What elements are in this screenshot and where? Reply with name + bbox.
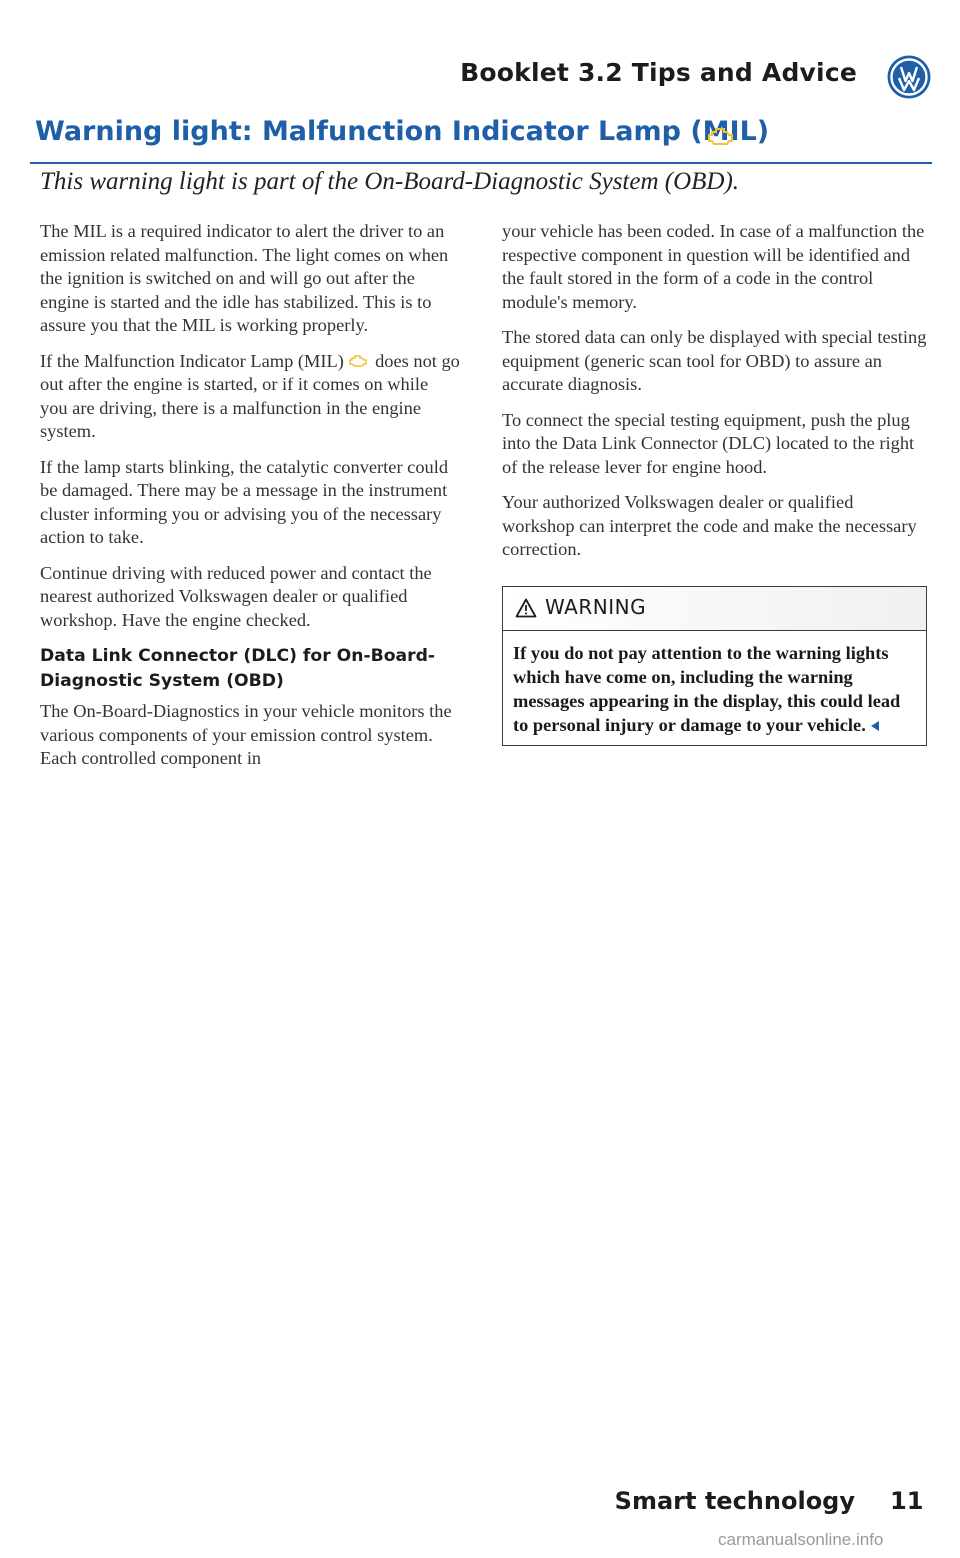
booklet-title: Booklet 3.2 Tips and Advice <box>460 58 857 87</box>
subheading-dlc: Data Link Connector (DLC) for On-Board-Diagnostic System (OBD) <box>40 646 436 691</box>
end-of-section-icon <box>870 720 880 732</box>
warning-header <box>503 587 926 631</box>
paragraph: The MIL is a required indicator to alert the driver to an emission related malfunction. The light comes on when the ignition is switched on and will go out after the engine is started and the idle has stabilized. This is to assure you that the MIL is working properly. <box>40 221 449 335</box>
warning-triangle-icon <box>515 598 537 618</box>
intro-text: This warning light is part of the On-Board-Diagnostic System (OBD). <box>40 168 740 195</box>
section-title: Warning light: Malfunction Indicator Lamp (MIL) <box>35 116 770 147</box>
paragraph: The On-Board-Diagnostics in your vehicle monitors the various components of your emission control system. Each controlled component in <box>40 701 452 768</box>
title-divider <box>30 162 932 164</box>
engine-check-icon <box>706 125 736 147</box>
paragraph: To connect the special testing equipment, push the plug into the Data Link Connector (DLC) located to the right of the release lever for engine hood. <box>502 409 915 477</box>
paragraph: Continue driving with reduced power and contact the nearest authorized Volkswagen dealer or qualified workshop. Have the engine checked. <box>40 562 432 630</box>
watermark-text: carmanualsonline.info <box>718 1530 884 1549</box>
warning-box <box>502 586 927 746</box>
paragraph: The stored data can only be displayed with special testing equipment (generic scan tool for OBD) to assure an accurate diagnosis. <box>502 327 927 394</box>
warning-body <box>503 631 926 745</box>
warning-label: WARNING <box>545 595 647 620</box>
vw-logo-icon <box>886 54 932 100</box>
footer-section-label: Smart technology <box>614 1487 855 1515</box>
page-number: 11 <box>890 1487 924 1515</box>
paragraph: If the lamp starts blinking, the catalytic converter could be damaged. There may be a message in the instrument cluster informing you or advising you of the necessary action to take. <box>40 456 449 547</box>
engine-check-icon <box>348 354 370 368</box>
paragraph <box>40 350 460 444</box>
paragraph: Your authorized Volkswagen dealer or qualified workshop can interpret the code and make the necessary correction. <box>502 492 917 559</box>
page-header <box>0 54 960 98</box>
paragraph-text: does not go out after the engine is started, or if it comes on while you are driving, there is a malfunction in the engine system. <box>40 350 460 441</box>
paragraph: your vehicle has been coded. In case of a malfunction the respective component in question will be identified and the fault stored in the form of a code in the control module's memory. <box>502 221 925 312</box>
warning-text: If you do not pay attention to the warning lights which have come on, including the warning messages appearing in the display, this could lead to personal injury or damage to your vehicle. <box>513 642 901 735</box>
right-column <box>502 220 927 746</box>
left-column <box>40 220 460 783</box>
paragraph-text: If the Malfunction Indicator Lamp (MIL) <box>40 350 344 371</box>
